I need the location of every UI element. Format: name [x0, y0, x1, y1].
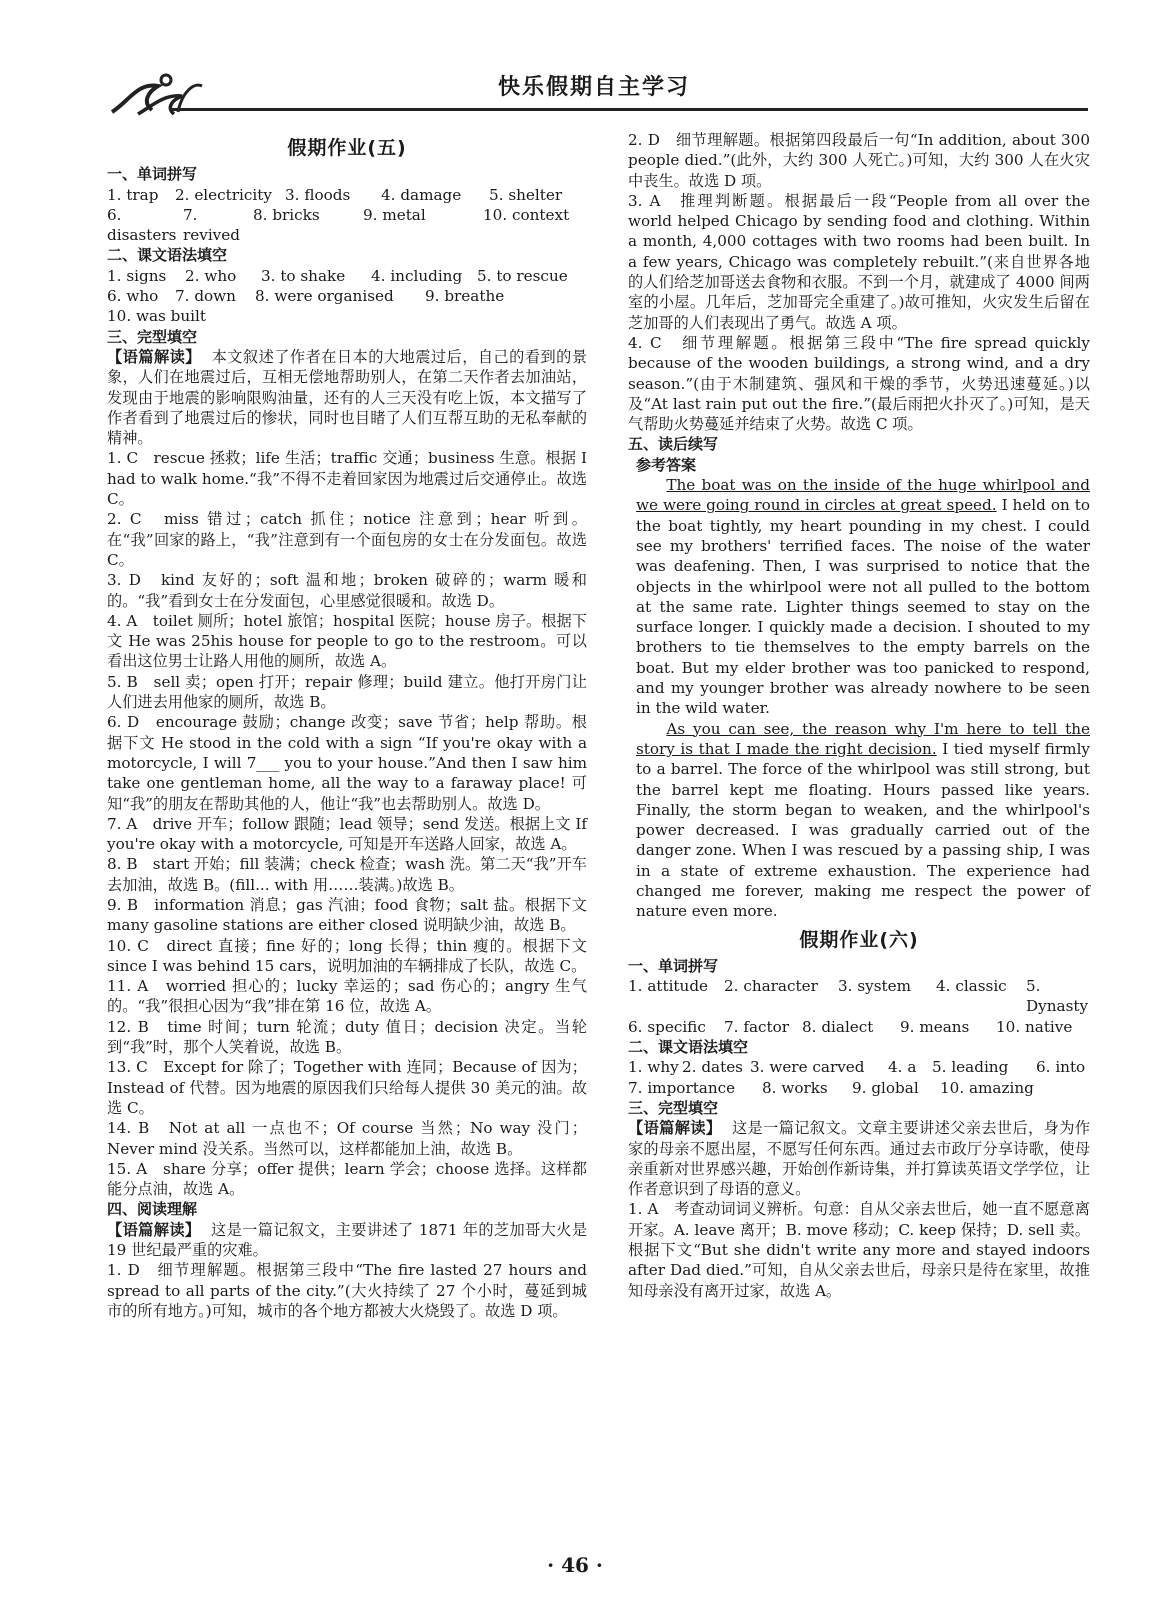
answer: 8. dialect: [802, 1017, 874, 1036]
text: 本文叙述了作者在日本的大地震过后，自己的看到的景象，人们在地震过后，互相无偿地帮助别人，在第二天作者去加油站，发现由于地震的影响限购油量，还有的人三天没有吃上饭，本文描写了作者看到了地震过后的惨状，同时也目睹了人们互帮互助的无私奉献的精神。: [107, 347, 588, 448]
answer: 3. system: [838, 977, 911, 996]
answer: 1. why: [628, 1058, 679, 1077]
label: 【语篇解读】: [107, 1220, 201, 1239]
answer-row: [107, 205, 587, 246]
answer: 6. who: [107, 287, 159, 306]
answer: 3. were carved: [750, 1058, 865, 1077]
answer-row: [107, 286, 587, 306]
answer-item: 14. B Not at all 一点也不；Of course 当然；No way 没门；Never mind 没关系。当然可以，这样都能加上油，故选 B。: [107, 1119, 587, 1158]
answer: 8. works: [762, 1078, 828, 1097]
answer-item: 4. C 细节理解题。根据第三段中“The fire spread quickly because of the wooden buildings, a strong wind, and a dry season.”(由于木制建筑、强风和干燥的季节，火势迅速蔓延。)以及“At last rain put out the fire.”(最后雨把火扑灭了。)可知，是天气帮助火势蔓延并结束了火势。故选 C 项。: [628, 333, 1090, 434]
answer: 9. metal: [363, 205, 426, 224]
text: 这是一篇记叙文。文章主要讲述父亲去世后，身为作家的母亲不愿出屋，不愿写任何东西。通过去市政厅分享诗歌，使母亲重新对世界感兴趣，开始创作新诗集，并打算读英语文学学位，让作者意识到了母语的意义。: [628, 1119, 1091, 1199]
header-title: 快乐假期自主学习: [497, 75, 690, 100]
answer: 4. including: [371, 266, 463, 285]
answer-item: 13. C Except for 除了；Together with 连同；Because of 因为；Instead of 代替。因为地震的原因我们只给每人提供 30 美元的油。故选 C。: [107, 1058, 587, 1117]
answer-item: 12. B time 时间；turn 轮流；duty 值日；decision 决定。当轮到“我”时，那个人笑着说，故选 B。: [107, 1017, 587, 1057]
answer-row: [628, 1017, 1090, 1037]
answer-item: 1. D 细节理解题。根据第三段中“The fire lasted 27 hours and spread to all parts of the city.”(大火持续了 27 个小时，蔓延到城市的所有地方。)可知，城市的各个地方都被大火烧毁了。故选 D 项。: [107, 1261, 587, 1320]
heading-cloze: 三、完型填空: [107, 327, 198, 346]
answer-item: 7. A drive 开车；follow 跟随；lead 领导；send 发送。根据上文 If you're okay with a motorcycle, 可知是开车送路人回家，故选 A。: [107, 814, 587, 854]
answer-item: 1. A 考查动词词义辨析。句意：自从父亲去世后，她一直不愿意离开家。A. leave 离开；B. move 移动；C. keep 保持；D. sell 卖。根据下文“But she didn't write any more and stayed indoors after Dad died.”可知，自从父亲去世后，母亲只是待在家里，故推知母亲没有离开过家，故选 A。: [628, 1200, 1090, 1300]
answer-item: 6. D encourage 鼓励；change 改变；save 节省；help 帮助。根据下文 He stood in the cold with a sign “If you're okay with a motorcycle, I will 7___ you to your house.”And then I saw him take one gentleman home, all the way to a faraway place! 可知“我”的朋友在帮助其他的人，他让“我”也去帮助别人。故选 D。: [107, 713, 587, 813]
left-column: [107, 130, 587, 1321]
passage-analysis: [628, 1118, 1090, 1199]
heading-continuation-writing: 五、读后续写: [628, 435, 719, 454]
answer-row: [107, 266, 587, 286]
header-rule: [170, 108, 1088, 111]
answer: 9. means: [900, 1017, 970, 1036]
passage-analysis: [107, 1220, 587, 1261]
page-number: · 46 ·: [547, 1553, 603, 1577]
answer: 8. bricks: [253, 205, 320, 224]
answer: 10. context: [483, 205, 570, 224]
answer: 6. disasters: [107, 205, 177, 245]
heading-word-spelling: 一、单词拼写: [628, 956, 719, 975]
essay-text: I held on to the boat tightly, my heart pounding in my chest. I could see my brothers' terrified faces. The noise of the water was deafening. Then, I was surprised to notice that the objects in the whirlpool were not all pulled to the bottom at the same rate. Lighter things seemed to stay on the surface longer. I quickly made a decision. I shouted to my brothers to tie themselves to the empty barrels on the boat. But my elder brother was too panicked to respond, and my younger brother was already nowhere to be seen in the wild water.: [636, 496, 1090, 718]
answer-item: 2. C miss 错过；catch 抓住；notice 注意到；hear 听到。在“我”回家的路上，“我”注意到有一个面包房的女士在分发面包。故选 C。: [107, 510, 587, 569]
answer: 2. dates: [682, 1058, 743, 1077]
answer-row: [628, 1057, 1090, 1077]
answer-row: [628, 976, 1090, 1017]
answer: 7. factor: [724, 1017, 790, 1036]
essay-paragraph: [628, 719, 1090, 922]
answer-item: 3. D kind 友好的；soft 温和地；broken 破碎的；warm 暖和的。“我”看到女士在分发面包，心里感觉很暖和。故选 D。: [107, 571, 587, 610]
answer-item: 8. B start 开始；fill 装满；check 检查；wash 洗。第二天“我”开车去加油，故选 B。(fill... with 用……装满。)故选 B。: [107, 855, 587, 894]
answer: 1. trap: [107, 185, 159, 204]
passage-analysis: [107, 347, 587, 448]
answer: 9. global: [852, 1078, 919, 1097]
answer: 4. damage: [381, 185, 462, 204]
answer: 10. amazing: [940, 1078, 1034, 1097]
essay-opening: As you can see, the reason why I'm here to tell the story is that I made the right decision.: [636, 719, 1090, 758]
answer: 5. Dynasty: [1026, 977, 1089, 1016]
answer-row: [107, 185, 587, 205]
answer-item: 1. C rescue 拯救；life 生活；traffic 交通；business 生意。根据 I had to walk home.“我”不得不走着回家因为地震过后交通停止。故选 C。: [107, 449, 587, 509]
answer-item: 10. C direct 直接；fine 好的；long 长得；thin 瘦的。根据下文 since I was behind 15 cars，说明加油的车辆排成了长队，故选 C。: [107, 936, 587, 975]
section-title-6: 假期作业(六): [799, 928, 919, 951]
label: 【语篇解读】: [107, 347, 201, 366]
answer-item: 11. A worried 担心的；lucky 幸运的；sad 伤心的；angry 生气的。“我”很担心因为“我”排在第 16 位，故选 A。: [107, 977, 587, 1016]
label: 【语篇解读】: [628, 1119, 722, 1138]
answer: 3. to shake: [261, 266, 346, 285]
answer: 8. were organised: [255, 287, 394, 306]
answer: 2. electricity: [175, 185, 272, 204]
answer: 7. down: [175, 287, 236, 306]
answer-item: 2. D 细节理解题。根据第四段最后一句“In addition, about 300 people died.”(此外，大约 300 人死亡。)可知，大约 300 人在火灾中丧生。故选 D 项。: [628, 131, 1090, 190]
answer: 10. native: [996, 1017, 1073, 1036]
essay-opening: The boat was on the inside of the huge whirlpool and we were going round in circles at great speed.: [636, 476, 1090, 515]
section-title-5: 假期作业(五): [287, 137, 407, 159]
answer: 5. to rescue: [477, 266, 568, 285]
answer-item: 9. B information 消息；gas 汽油；food 食物；salt 盐。根据下文 many gasoline stations are either closed 说明缺少油，故选 B。: [107, 895, 587, 935]
answer: 6. specific: [628, 1017, 706, 1036]
answer: 4. classic: [936, 977, 1007, 996]
reference-answer-label: 参考答案: [636, 455, 697, 474]
heading-cloze: 三、完型填空: [628, 1098, 719, 1117]
answer: 7. importance: [628, 1078, 736, 1097]
answer: 1. attitude: [628, 977, 709, 996]
text: 这是一篇记叙文，主要讲述了 1871 年的芝加哥大火是 19 世纪最严重的灾难。: [107, 1220, 588, 1260]
right-column: [628, 130, 1090, 1301]
essay-paragraph: [628, 475, 1090, 719]
answer: 10. was built: [107, 307, 206, 326]
answer-item: 15. A share 分享；offer 提供；learn 学会；choose 选择。这样都能分点油，故选 A。: [107, 1159, 587, 1199]
heading-reading: 四、阅读理解: [107, 1200, 198, 1219]
answer: 5. shelter: [489, 185, 563, 204]
answer: 5. leading: [932, 1058, 1009, 1077]
answer: 2. who: [185, 266, 237, 285]
answer-item: 3. A 推理判断题。根据最后一段“People from all over the world helped Chicago by sending food and clothing. Within a month, 4,000 cottages with two rooms had been built. In a few years, Chicago was completely rebuilt.”(来自世界各地的人们给芝加哥送去食物和衣服。不到一个月，就建成了 4000 间两室的小屋。几年后，芝加哥完全重建了。)故可推知，火灾发生后留在芝加哥的人们表现出了勇气。故选 A 项。: [628, 191, 1090, 332]
answer-item: 4. A toilet 厕所；hotel 旅馆；hospital 医院；house 房子。根据下文 He was 25his house for people to go to the restroom。可以看出这位男士让路人用他的厕所，故选 A。: [107, 611, 587, 671]
essay-text: I tied myself firmly to a barrel. The force of the whirlpool was still strong, but the barrel kept me floating. Hours passed like years. Finally, the storm began to weaken, and the whirlpool's power decreased. I was gradually carried out of the danger zone. When I was rescued by a passing ship, I was in a state of extreme exhaustion. The experience had changed me forever, making me respect the power of nature even more.: [636, 739, 1091, 921]
page-header: [100, 62, 1088, 118]
heading-grammar-fill: 二、课文语法填空: [628, 1038, 749, 1057]
answer: 4. a: [888, 1058, 917, 1077]
answer-item: 5. B sell 卖；open 打开；repair 修理；build 建立。他打开房门让人们进去用他家的厕所，故选 B。: [107, 672, 587, 712]
answer: 1. signs: [107, 266, 167, 285]
heading-grammar-fill: 二、课文语法填空: [107, 246, 228, 265]
answer: 3. floods: [285, 185, 351, 204]
answer: 6. into: [1036, 1058, 1086, 1077]
answer: 7. revived: [183, 205, 240, 245]
answer-row: [628, 1078, 1090, 1098]
answer: 9. breathe: [425, 287, 505, 306]
heading-word-spelling: 一、单词拼写: [107, 165, 198, 184]
answer: 2. character: [724, 977, 818, 996]
